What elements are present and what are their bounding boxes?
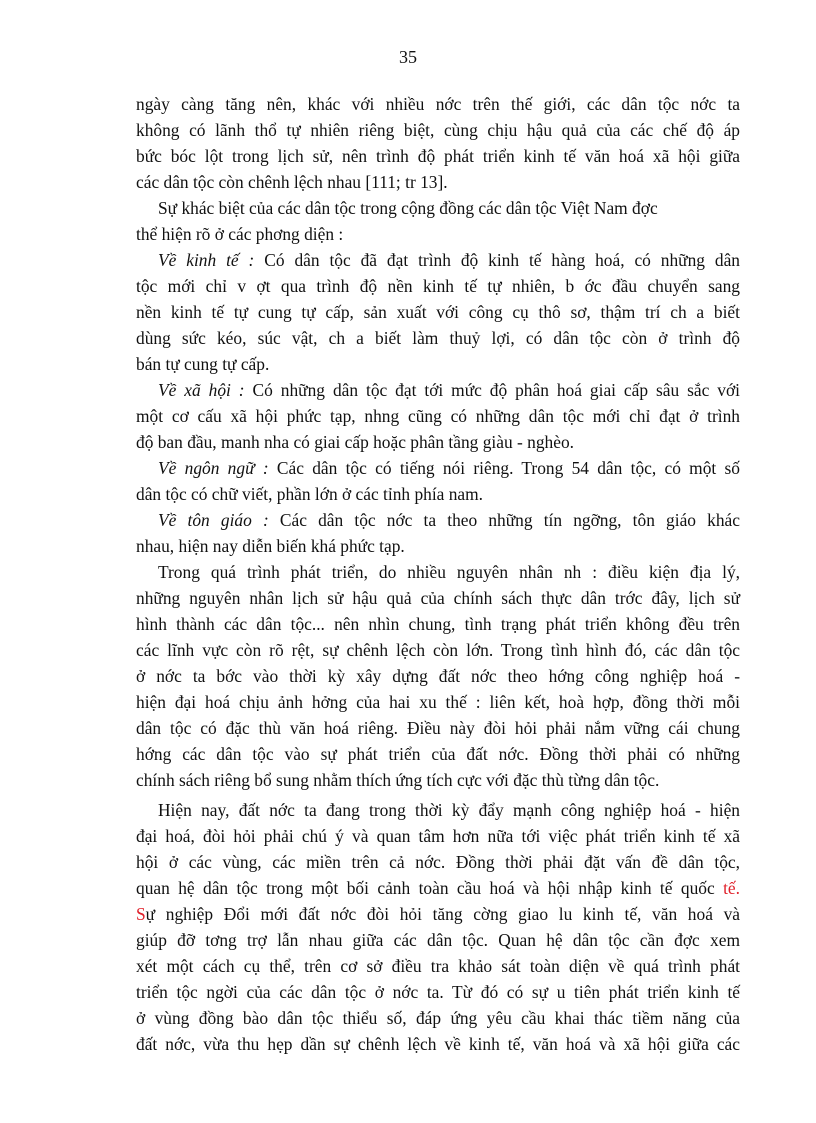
line-text: Có những dân tộc đạt tới mức độ phân hoá giai cấp sâu sắc với: [244, 380, 741, 400]
line-text: không có lãnh thổ tự nhiên riêng biệt, cùng chịu hậu quả của các chế độ áp: [136, 120, 740, 140]
line-text: bức bóc lột trong lịch sử, nên trình độ phát triển kinh tế văn hoá xã hội giữa: [136, 146, 740, 166]
text-line: [136, 273, 740, 299]
line-text: độ ban đầu, manh nha có giai cấp hoặc phân tầng giàu - nghèo.: [136, 432, 575, 452]
line-text: hội ở các vùng, các miền trên cả nớc. Đồng thời phải đặt vấn đề dân tộc,: [136, 852, 740, 872]
section-lead-italic: Về kinh tế :: [158, 250, 255, 270]
section-lead-italic: Về ngôn ngữ :: [158, 458, 269, 478]
line-text: thể hiện rõ ở các phơng diện :: [136, 224, 344, 244]
line-text: Có dân tộc đã đạt trình độ kinh tế hàng hoá, có những dân: [254, 250, 741, 270]
line-text: các dân tộc còn chênh lệch nhau [111; tr 13].: [136, 172, 448, 192]
text-line: [136, 585, 740, 611]
line-text: bán tự cung tự cấp.: [136, 354, 270, 374]
text-line: [136, 611, 740, 637]
text-line: [136, 325, 740, 351]
line-text: Các dân tộc có tiếng nói riêng. Trong 54 dân tộc, có một số: [268, 458, 740, 478]
text-line: [136, 533, 740, 559]
text-line: [136, 715, 740, 741]
line-text: Hiện nay, đất nớc ta đang trong thời kỳ đẩy mạnh công nghiệp hoá - hiện: [158, 800, 740, 820]
line-text: nền kinh tế tự cung tự cấp, sản xuất với công cụ thô sơ, thậm trí ch a biết: [136, 302, 740, 322]
text-line: [136, 979, 740, 1005]
line-text: đại hoá, đòi hỏi phải chú ý và quan tâm hơn nữa tới việc phát triển kinh tế xã: [136, 826, 740, 846]
text-line: [136, 351, 740, 377]
text-line: [136, 429, 740, 455]
line-text: ngày càng tăng nên, khác với nhiều nớc trên thế giới, các dân tộc nớc ta: [136, 94, 740, 114]
text-line: [136, 797, 740, 823]
line-text: xét một cách cụ thể, trên cơ sở điều tra khảo sát toàn diện về quá trình phát: [136, 956, 740, 976]
text-line: [136, 927, 740, 953]
line-text: ự nghiệp Đổi mới đất nớc đòi hỏi tăng cờng giao lu kinh tế, văn hoá và: [145, 904, 740, 924]
text-line: [136, 221, 740, 247]
page-number: 35: [399, 47, 417, 67]
text-line: [136, 1031, 740, 1057]
highlighted-text: tế.: [714, 878, 740, 898]
line-text: những nguyên nhân lịch sử hậu quả của chính sách thực dân trớc đây, lịch sử: [136, 588, 740, 608]
text-line: [136, 875, 740, 901]
line-text: Trong quá trình phát triển, do nhiều nguyên nhân nh : điều kiện địa lý,: [158, 562, 740, 582]
line-text: dân tộc có đặc thù văn hoá riêng. Điều này đòi hỏi phải nắm vững cái chung: [136, 718, 740, 738]
text-line: [136, 377, 740, 403]
highlighted-text: S: [136, 904, 146, 924]
text-line: [136, 823, 740, 849]
line-text: ở vùng đồng bào dân tộc thiểu số, đáp ứng yêu cầu khai thác tiềm năng của: [136, 1008, 740, 1028]
text-line: [136, 767, 740, 793]
line-text: dân tộc có chữ viết, phần lớn ở các tỉnh phía nam.: [136, 484, 484, 504]
line-text: ở nớc ta bớc vào thời kỳ xây dựng đất nớc theo hớng công nghiệp hoá -: [136, 666, 740, 686]
text-line: [136, 91, 740, 117]
line-text: chính sách riêng bổ sung nhằm thích ứng tích cực với đặc thù từng dân tộc.: [136, 770, 660, 790]
text-line: [136, 849, 740, 875]
text-line: [136, 299, 740, 325]
text-line: [136, 481, 740, 507]
text-line: [136, 901, 740, 927]
line-text: các lĩnh vực còn rõ rệt, sự chênh lệch còn lớn. Trong tình hình đó, các dân tộc: [136, 640, 740, 660]
section-lead-italic: Về xã hội :: [158, 380, 245, 400]
line-text: hớng các dân tộc vào sự phát triển của đất nớc. Đồng thời phải có những: [136, 744, 740, 764]
line-text: hình thành các dân tộc... nên nhìn chung, tình trạng phát triển không đều trên: [136, 614, 740, 634]
text-line: [136, 455, 740, 481]
text-line: [136, 143, 740, 169]
line-text: nhau, hiện nay diễn biến khá phức tạp.: [136, 536, 405, 556]
text-line: [136, 195, 740, 221]
line-text: đất nớc, vừa thu hẹp dần sự chênh lệch về kinh tế, văn hoá và xã hội giữa các: [136, 1034, 740, 1054]
line-text: triển tộc ngời của các dân tộc ở nớc ta. Từ đó có sự u tiên phát triển kinh tế: [136, 982, 740, 1002]
text-line: [136, 663, 740, 689]
text-line: [136, 559, 740, 585]
line-text: quan hệ dân tộc trong một bối cảnh toàn cầu hoá và hội nhập kinh tế quốc: [136, 878, 715, 898]
line-text: dùng sức kéo, súc vật, ch a biết làm thuỷ lợi, có dân tộc còn ở trình độ: [136, 328, 740, 348]
section-lead-italic: Về tôn giáo :: [158, 510, 269, 530]
body-text: [136, 91, 740, 1057]
text-line: [136, 741, 740, 767]
text-line: [136, 1005, 740, 1031]
text-line: [136, 689, 740, 715]
text-line: [136, 953, 740, 979]
line-text: Các dân tộc nớc ta theo những tín ngỡng, tôn giáo khác: [268, 510, 740, 530]
line-text: hiện đại hoá chịu ảnh hởng của hai xu thế : liên kết, hoà hợp, đồng thời mỗi: [136, 692, 740, 712]
text-line: [136, 637, 740, 663]
line-text: Sự khác biệt của các dân tộc trong cộng đồng các dân tộc Việt Nam đợc: [158, 198, 658, 218]
line-text: một cơ cấu xã hội phức tạp, nhng cũng có những dân tộc mới chỉ đạt ở trình: [136, 406, 740, 426]
text-line: [136, 247, 740, 273]
line-text: tộc mới chỉ v ợt qua trình độ nền kinh tế tự nhiên, b ớc đầu chuyển sang: [136, 276, 740, 296]
text-line: [136, 169, 740, 195]
text-line: [136, 117, 740, 143]
text-line: [136, 507, 740, 533]
line-text: giúp đỡ tơng trợ lẫn nhau giữa các dân tộc. Quan hệ dân tộc cần đợc xem: [136, 930, 740, 950]
text-line: [136, 403, 740, 429]
